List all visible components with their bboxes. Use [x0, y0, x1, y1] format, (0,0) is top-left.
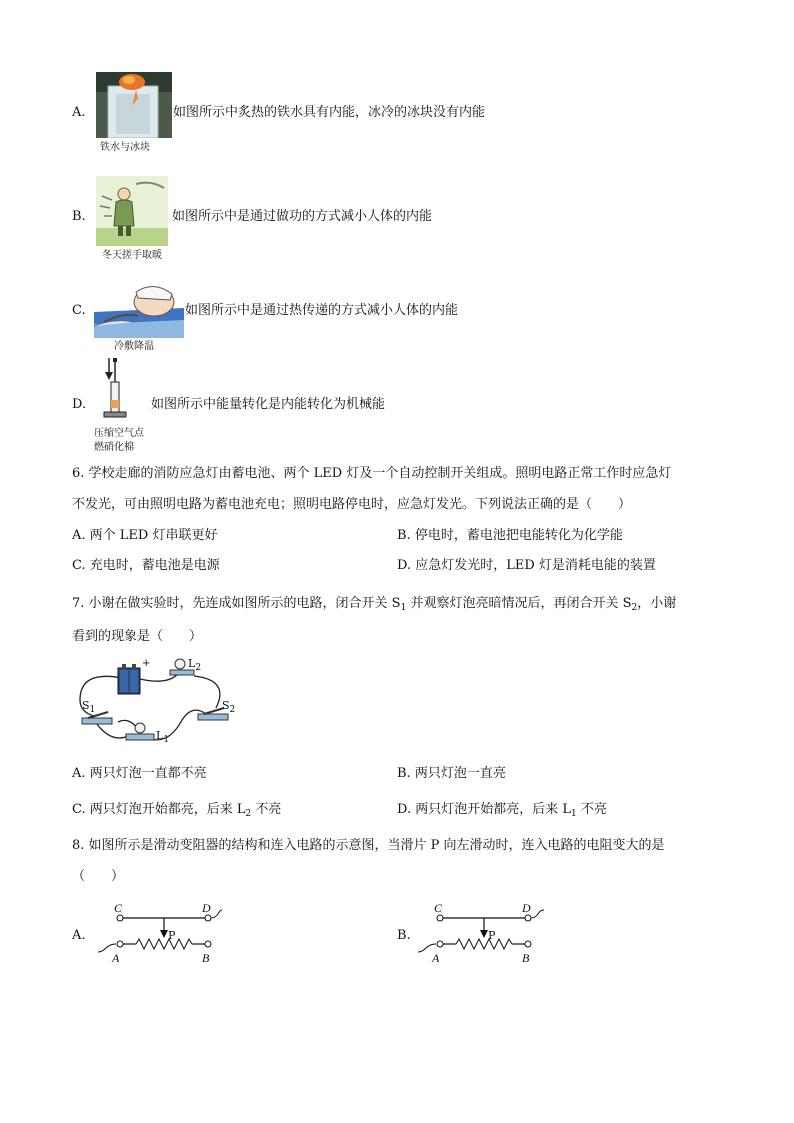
q5-option-b-caption: 冬天搓手取暖 — [102, 250, 162, 261]
q8-option-a-letter: A. — [72, 928, 86, 943]
q5-option-d-letter: D. — [72, 397, 87, 412]
q6-stem-line1: 6. 学校走廊的消防应急灯由蓄电池、两个 LED 灯及一个自动控制开关组成。照明电路正常工作时应急灯 — [72, 466, 672, 481]
q6-option-b: B. 停电时，蓄电池把电能转化为化学能 — [397, 528, 623, 543]
rubbing-hands-image — [96, 176, 168, 246]
air-compression-apparatus-image — [100, 356, 130, 422]
battery-plus-label: + — [142, 658, 151, 669]
terminal-b-label: B — [522, 951, 530, 965]
label-s2: $S_2$ — [222, 699, 236, 715]
terminal-a-label: A — [112, 951, 120, 965]
q7-option-b: B. 两只灯泡一直亮 — [397, 766, 506, 781]
rheostat-diagram-a — [94, 900, 224, 970]
slider-p-label: P — [168, 929, 176, 942]
q5-option-a-caption: 铁水与冰块 — [100, 142, 150, 153]
circuit-diagram — [70, 656, 250, 752]
q6-option-a: A. 两个 LED 灯串联更好 — [72, 528, 218, 543]
q8-stem-line2: （ ） — [72, 869, 125, 884]
q5-option-d-caption-line2: 燃硝化棉 — [94, 442, 134, 453]
q6-option-c: C. 充电时，蓄电池是电源 — [72, 558, 220, 573]
q7-option-d: D. 两只灯泡开始都亮，后来 $L_1$ 不亮 — [397, 802, 607, 819]
q6-option-d: D. 应急灯发光时，LED 灯是消耗电能的装置 — [397, 558, 656, 573]
q7-option-c: C. 两只灯泡开始都亮，后来 $L_2$ 不亮 — [72, 802, 282, 819]
q5-option-a-letter: A. — [72, 105, 86, 120]
terminal-b-label: B — [202, 951, 210, 965]
terminal-d-label: D — [522, 901, 531, 915]
q5-option-a-text: 如图所示中炙热的铁水具有内能，冰冷的冰块没有内能 — [173, 105, 486, 120]
slider-p-label: P — [488, 929, 496, 942]
q8-stem-line1: 8. 如图所示是滑动变阻器的结构和连入电路的示意图，当滑片 P 向左滑动时，连入电路的电阻变大的是 — [72, 838, 665, 853]
q5-option-c-text: 如图所示中是通过热传递的方式减小人体的内能 — [185, 303, 459, 318]
terminal-c-label: C — [114, 901, 123, 915]
q8-option-b-letter: B. — [397, 928, 411, 943]
q7-option-a: A. 两只灯泡一直都不亮 — [72, 766, 207, 781]
q5-option-c-letter: C. — [72, 303, 86, 318]
q5-option-d-text: 如图所示中能量转化是内能转化为机械能 — [151, 397, 386, 412]
q6-stem-line2: 不发光，可由照明电路为蓄电池充电；照明电路停电时，应急灯发光。下列说法正确的是（ ） — [72, 497, 632, 512]
q7-stem-line2: 看到的现象是（ ） — [72, 629, 203, 644]
label-s1: $S_1$ — [82, 699, 96, 715]
q5-option-c-caption: 冷敷降温 — [114, 341, 154, 352]
rheostat-diagram-b — [414, 900, 548, 970]
q7-stem-line1: 7. 小谢在做实验时，先连成如图所示的电路，闭合开关 $S_1$ 并观察灯泡亮暗情况后，再闭合开关 $S_2$，小谢 — [72, 596, 677, 613]
q5-option-b-text: 如图所示中是通过做功的方式减小人体的内能 — [172, 209, 433, 224]
iron-and-ice-image — [96, 72, 172, 138]
terminal-a-label: A — [432, 951, 440, 965]
q5-option-b-letter: B. — [72, 209, 86, 224]
terminal-d-label: D — [202, 901, 211, 915]
terminal-c-label: C — [434, 901, 443, 915]
label-l1: $L_1$ — [156, 729, 170, 745]
cold-compress-image — [94, 272, 184, 338]
label-l2: $L_2$ — [188, 657, 202, 673]
q5-option-d-caption-line1: 压缩空气点 — [94, 428, 144, 439]
